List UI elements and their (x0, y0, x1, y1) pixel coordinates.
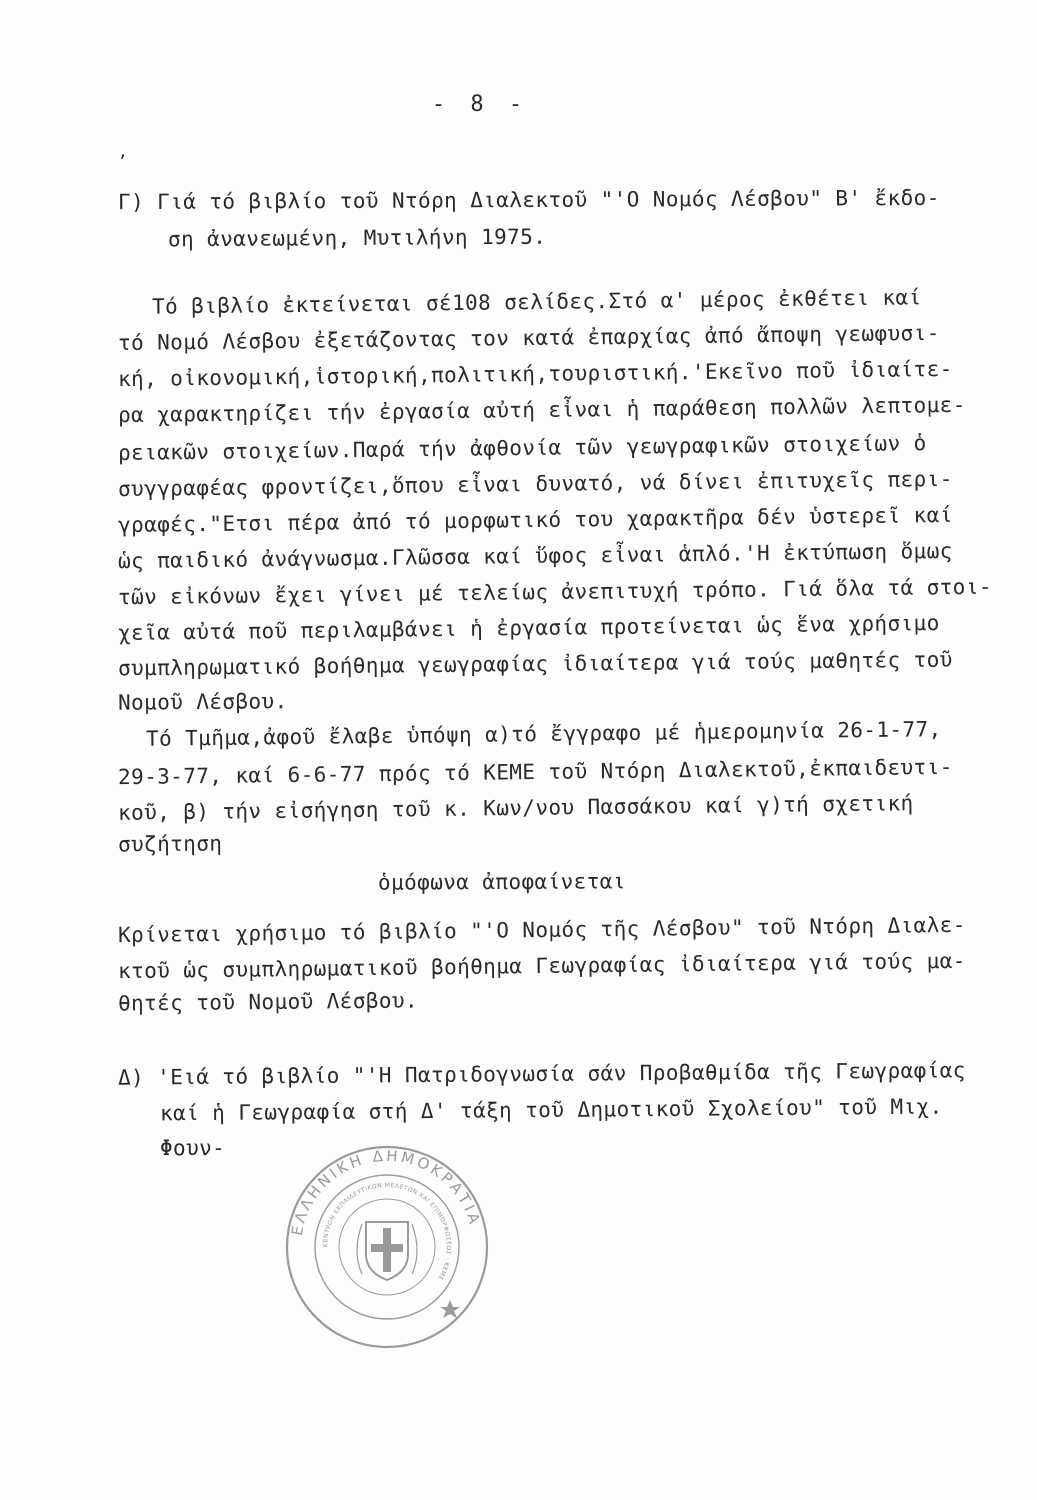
section-g-resolution-line-3: θητές τοῦ Νομοῦ Λέσβου. (117, 988, 419, 1016)
section-g-body-line-1: Τό βιβλίο ἐκτείνεται σέ108 σελίδες.Στό α' μέρος ἐκθέτει καί (151, 285, 922, 319)
section-g-heading-line-1: Γ) Γιά τό βιβλίο τοῦ Ντόρη Διαλεκτοῦ "'Ο Νομός Λέσβου" Β' ἔκδο- (117, 185, 940, 215)
section-g-heading-line-2: ση ἀνανεωμένη, Μυτιλήνη 1975. (167, 224, 547, 252)
seal-inner-text: ΚΕΝΤΡΟΝ ΕΚΠΑΙΔΕΥΤΙΚΩΝ ΜΕΛΕΤΩΝ ΚΑΙ ΕΠΙΜΟΡΦΩΣΕΩΣ · ΚΕΜΕ (321, 1181, 453, 1282)
section-g-verdict: ὁμόφωνα ἀποφαίνεται (377, 869, 626, 895)
section-g-body-line-10: χεῖα αὐτά ποῦ περιλαμβάνει ἡ ἐργασία προτείνεται ὡς ἕνα χρήσιμο (117, 610, 940, 646)
section-g-body-line-3: κή, οἰκονομική,ἱστορική,πολιτική,τουριστική.'Εκεῖνο ποῦ ἰδιαίτε- (117, 356, 953, 392)
section-d-heading-line-1: Δ) 'Ειά τό βιβλίο "'Η Πατριδογνωσία σάν Προβαθμίδα τῆς Γεωγραφίας (117, 1058, 966, 1090)
section-g-body-line-2: τό Νομό Λέσβου ἐξετάζοντας τον κατά ἐπαρχίας ἀπό ἄποψη γεωφυσι- (117, 320, 940, 356)
coat-of-arms-icon (357, 1222, 417, 1280)
star-icon (440, 1300, 460, 1318)
official-seal (282, 1142, 492, 1352)
section-g-resolution-line-2: κτοῦ ὡς συμπληρωματικοῦ βοήθημα Γεωγραφίας ἰδιαίτερα γιά τούς μα- (117, 948, 966, 984)
section-g-decision-line-1: Τό Τμῆμα,ἀφοῦ ἔλαβε ὑπόψη α)τό ἔγγραφο μέ ἡμερομηνία 26-1-77, (145, 717, 942, 751)
section-g-body-line-11: συμπληρωματικό βοήθημα γεωγραφίας ἰδιαίτερα γιά τούς μαθητές τοῦ (117, 647, 953, 681)
section-g-body-line-12: Νομοῦ Λέσβου. (117, 689, 288, 715)
section-g-body-line-5: ρειακῶν στοιχείων.Παρά τήν ἀφθονία τῶν γεωγραφικῶν στοιχείων ὁ (117, 431, 927, 465)
section-g-body-line-9: τῶν εἰκόνων ἔχει γίνει μέ τελείως ἀνεπιτυχή τρόπο. Γιά ὅλα τά στοι- (117, 574, 993, 610)
section-g-decision-line-3: κοῦ, β) τήν εἰσήγηση τοῦ κ. Κων/νου Πασσάκου καί γ)τή σχετική (117, 791, 914, 825)
section-g-body-line-8: ὡς παιδικό ἀνάγνωσμα.Γλῶσσα καί ὕφος εἶναι ἁπλό.'Η ἐκτύπωση ὅμως (117, 538, 953, 574)
seal-outer-text: ΕΛΛΗΝΙΚΗ ΔΗΜΟΚΡΑΤΙΑ (287, 1146, 485, 1237)
section-g-decision-line-2: 29-3-77, καί 6-6-77 πρός τό ΚΕΜΕ τοῦ Ντόρη Διαλεκτοῦ,ἐκπαιδευτι- (117, 754, 953, 790)
stray-mark: , (118, 142, 128, 161)
section-d-heading-line-2: καί ἡ Γεωγραφία στή Δ' τάξη τοῦ Δημοτικοῦ Σχολείου" τοῦ Μιχ. (159, 1094, 943, 1126)
section-g-resolution-line-1: Κρίνεται χρήσιμο τό βιβλίο "'Ο Νομός τῆς Λέσβου" τοῦ Ντόρη Διαλε- (117, 912, 966, 948)
section-g-body-line-4: ρα χαρακτηρίζει τήν ἐργασία αὐτή εἶναι ἡ παράθεση πολλῶν λεπτομε- (117, 392, 966, 428)
section-g-body-line-7: γραφές."Ετσι πέρα ἀπό τό μορφωτικό του χαρακτῆρα δέν ὑστερεῖ καί (117, 502, 953, 538)
section-g-decision-line-4: συζήτηση (117, 831, 223, 857)
section-g-body-line-6: συγγραφέας φροντίζει,ὅπου εἶναι δυνατό, νά δίνει ἐπιτυχεῖς περι- (117, 466, 953, 502)
section-d-heading-line-3: Φουν- (160, 1136, 226, 1160)
page-number: - 8 - (431, 92, 529, 117)
